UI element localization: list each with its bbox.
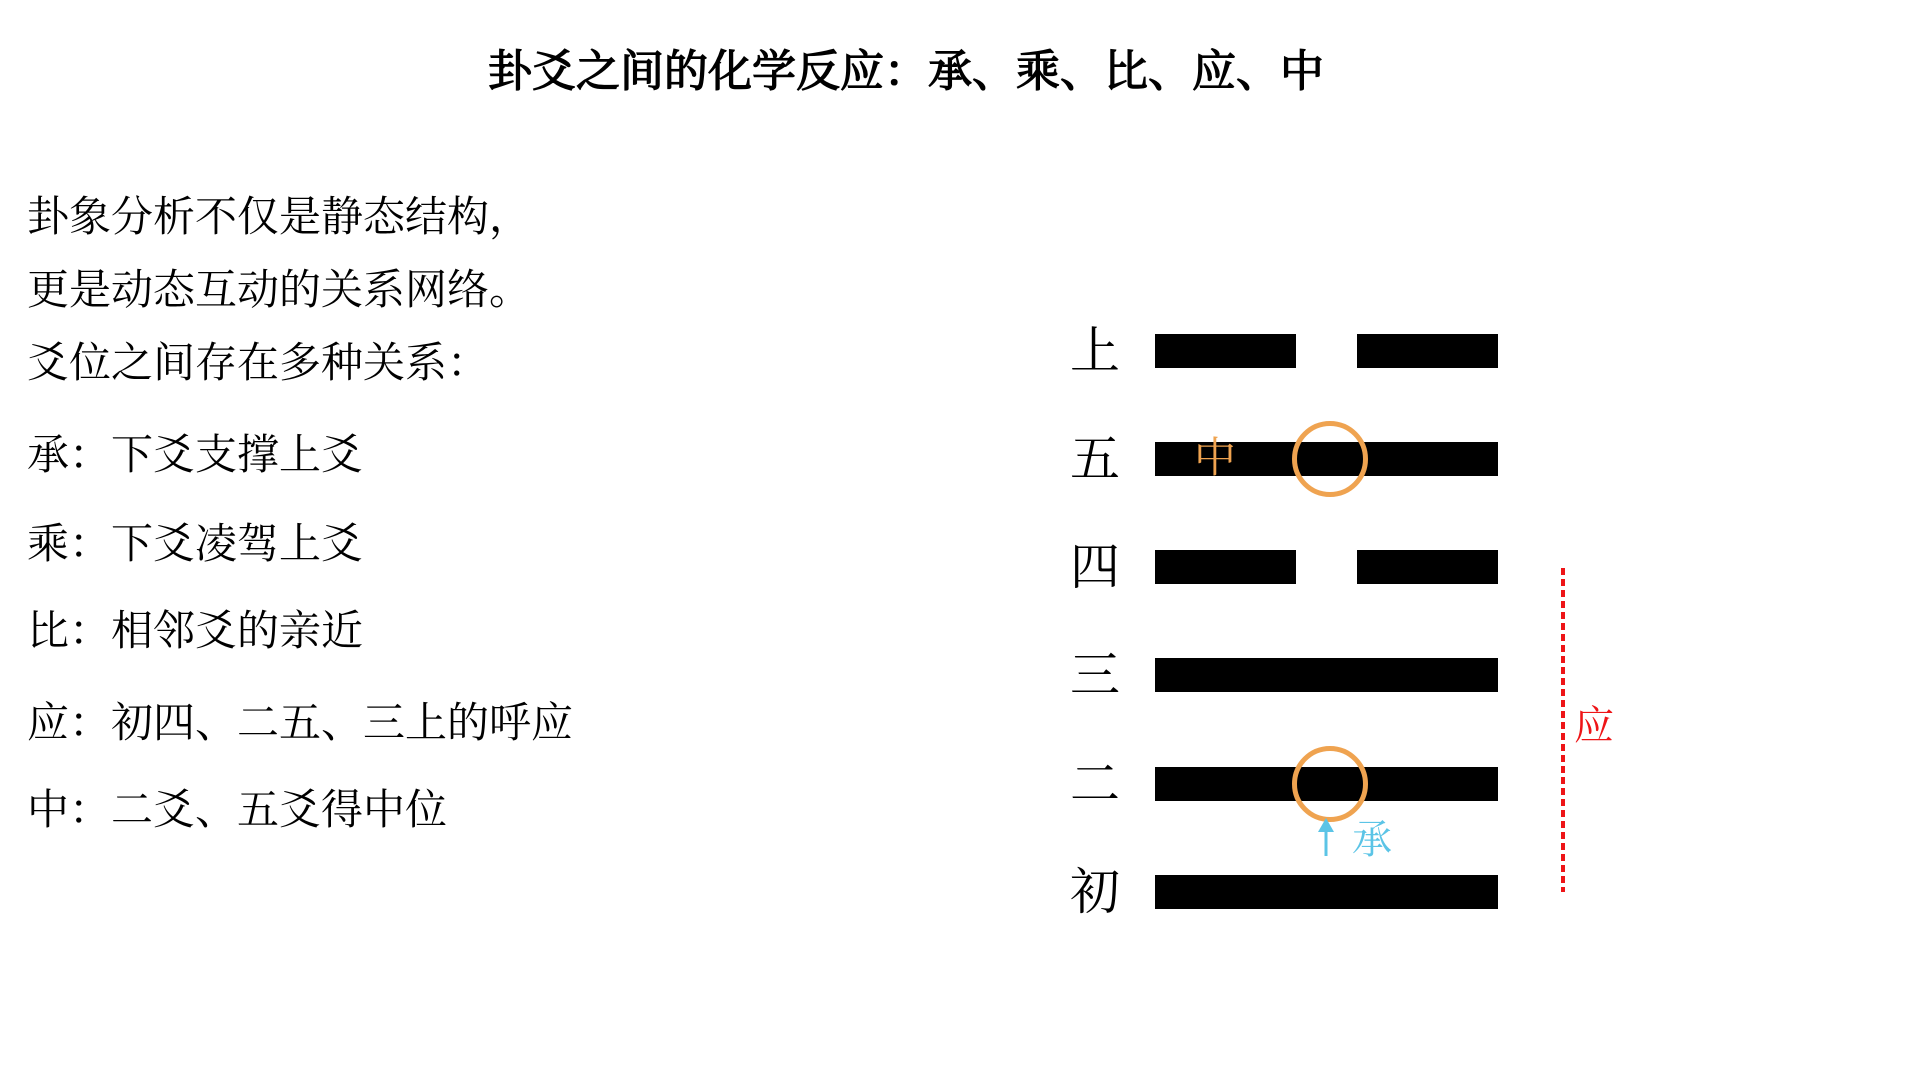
first-line-yang-bar (1155, 875, 1498, 909)
intro-line-3: 爻位之间存在多种关系： (27, 339, 490, 386)
fourth-line-yin-left-segment (1155, 550, 1296, 584)
fifth-line-highlight-circle (1292, 421, 1368, 497)
top-line-yin-right-segment (1357, 334, 1498, 368)
third-line-yang-bar (1155, 658, 1498, 692)
page-title: 卦爻之间的化学反应：承、乘、比、应、中 (488, 47, 1324, 96)
cheng-annotation-label: 承 (1352, 818, 1392, 862)
relation-bi: 比：相邻爻的亲近 (27, 607, 364, 654)
line-label-second: 二 (1070, 756, 1120, 812)
relation-cheng-support: 承：下爻支撑上爻 (27, 431, 364, 478)
ying-dashed-line (1561, 568, 1565, 892)
line-label-third: 三 (1070, 647, 1120, 703)
zhong-annotation-label: 中 (1194, 434, 1237, 481)
fourth-line-yin-right-segment (1357, 550, 1498, 584)
top-line-yin-left-segment (1155, 334, 1296, 368)
ying-annotation-label: 应 (1574, 704, 1614, 748)
line-label-fifth: 五 (1070, 431, 1120, 487)
intro-line-2: 更是动态互动的关系网络。 (27, 266, 532, 313)
line-label-top: 上 (1070, 323, 1120, 379)
line-label-first: 初 (1070, 864, 1120, 920)
relation-ying: 应：初四、二五、三上的呼应 (27, 699, 574, 746)
relation-zhong: 中：二爻、五爻得中位 (27, 786, 448, 833)
intro-line-1: 卦象分析不仅是静态结构， (27, 193, 532, 240)
line-label-fourth: 四 (1070, 539, 1120, 595)
up-arrow-icon (1314, 818, 1338, 858)
relation-cheng-ride: 乘：下爻凌驾上爻 (27, 520, 364, 567)
second-line-highlight-circle (1292, 746, 1368, 822)
